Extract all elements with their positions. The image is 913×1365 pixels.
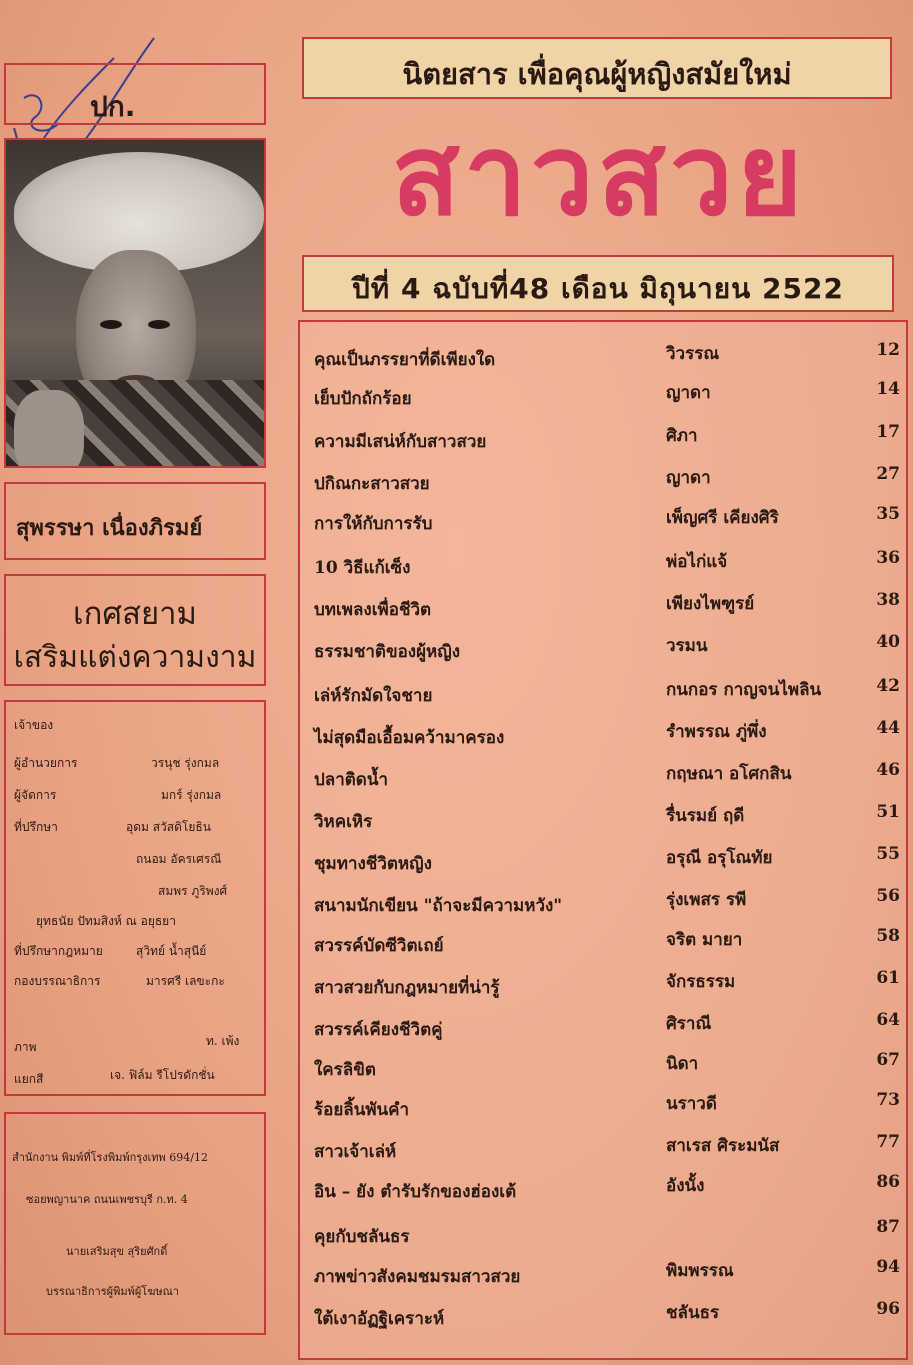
cover-label: ปก. bbox=[90, 90, 136, 123]
toc-page-number: 44 bbox=[876, 718, 900, 738]
staff-name: ยุทธนัย ปัทมสิงห์ ณ อยุธยา bbox=[36, 914, 176, 928]
staff-role: ผู้อำนวยการ bbox=[14, 756, 78, 770]
toc-row bbox=[300, 926, 906, 968]
staff-name: มารศรี เลขะกะ bbox=[146, 974, 225, 988]
toc-row bbox=[300, 422, 906, 464]
toc-row bbox=[300, 844, 906, 886]
toc-page-number: 86 bbox=[876, 1172, 900, 1192]
toc-row bbox=[300, 1090, 906, 1132]
toc-page-number: 58 bbox=[876, 926, 900, 946]
toc-page-number: 17 bbox=[876, 422, 900, 442]
toc-author: จักรธรรม bbox=[666, 972, 736, 992]
eye-shape bbox=[148, 320, 170, 329]
toc-page-number: 94 bbox=[876, 1257, 900, 1277]
toc-author: กฤษณา อโศกสิน bbox=[666, 764, 792, 784]
toc-row bbox=[300, 802, 906, 844]
staff-role: ภาพ bbox=[14, 1040, 37, 1054]
staff-role: เจ้าของ bbox=[14, 718, 54, 732]
eye-shape bbox=[100, 320, 122, 329]
toc-page-number: 73 bbox=[876, 1090, 900, 1110]
hand-shape bbox=[14, 390, 84, 468]
staff-name: เจ. ฟิล์ม รีโปรดักชั่น bbox=[110, 1068, 215, 1082]
toc-title: ใต้เงาอัฏฐิเคราะห์ bbox=[314, 1309, 445, 1329]
toc-page-number: 36 bbox=[876, 548, 900, 568]
toc-page-number: 61 bbox=[876, 968, 900, 988]
toc-page-number: 46 bbox=[876, 760, 900, 780]
toc-title: ร้อยลิ้นพันคำ bbox=[314, 1100, 410, 1120]
toc-row bbox=[300, 968, 906, 1010]
toc-row bbox=[300, 379, 906, 421]
toc-author: เพ็ญศรี เคียงศิริ bbox=[666, 508, 779, 528]
toc-page-number: 35 bbox=[876, 504, 900, 524]
issue-info: ปีที่ 4 ฉบับที่48 เดือน มิถุนายน 2522 bbox=[352, 272, 844, 305]
toc-author: วิวรรณ bbox=[666, 344, 720, 364]
publisher-info bbox=[4, 1112, 266, 1335]
toc-row bbox=[300, 1010, 906, 1052]
toc-title: ไม่สุดมือเอื้อมคว้ามาครอง bbox=[314, 728, 505, 748]
toc-author: พิมพรรณ bbox=[666, 1261, 734, 1281]
publisher-line-2: ซอยพญานาค ถนนเพชรบุรี ก.ท. 4 bbox=[26, 1193, 188, 1206]
toc-page-number: 40 bbox=[876, 632, 900, 652]
toc-author: นราวดี bbox=[666, 1094, 717, 1114]
tagline: นิตยสาร เพื่อคุณผู้หญิงสมัยใหม่ bbox=[402, 57, 792, 91]
toc-title: บทเพลงเพื่อชีวิต bbox=[314, 600, 432, 620]
toc-title: ชุมทางชีวิตหญิง bbox=[314, 854, 432, 874]
toc-title: ปลาติดน้ำ bbox=[314, 770, 389, 790]
ad-line-2: เสริมแต่งความงาม bbox=[13, 640, 257, 675]
toc-page-number: 96 bbox=[876, 1299, 900, 1319]
publisher-line-3: นายเสริมสุข สุริยศักดิ์ bbox=[66, 1245, 168, 1258]
staff-role: ที่ปรึกษา bbox=[14, 820, 58, 834]
ad-box bbox=[4, 574, 266, 686]
staff-credits bbox=[4, 700, 266, 1096]
staff-name: สุวิทย์ น้ำสุนีย์ bbox=[136, 944, 207, 958]
toc-author: รุ่งเพสร รพี bbox=[666, 890, 747, 910]
issue-box bbox=[302, 255, 894, 312]
staff-name: ท. เพ้ง bbox=[206, 1034, 240, 1048]
toc-author: ชลันธร bbox=[666, 1303, 720, 1323]
toc-author: นิดา bbox=[666, 1054, 699, 1074]
toc-author: ศิภา bbox=[666, 426, 698, 446]
toc-row bbox=[300, 676, 906, 718]
magazine-title: สาวสวย bbox=[391, 110, 807, 241]
toc-title: เย็บปักถักร้อย bbox=[314, 389, 412, 409]
toc-title: คุณเป็นภรรยาที่ดีเพียงใด bbox=[314, 350, 496, 370]
toc-row bbox=[300, 548, 906, 590]
toc-title: ปกิณกะสาวสวย bbox=[314, 474, 430, 494]
toc-title: ความมีเสน่ห์กับสาวสวย bbox=[314, 432, 487, 452]
toc-row bbox=[300, 1257, 906, 1299]
staff-role: กองบรรณาธิการ bbox=[14, 974, 101, 988]
staff-name: สมพร ภูริพงศ์ bbox=[158, 884, 228, 898]
toc-title: ธรรมชาติของผู้หญิง bbox=[314, 642, 461, 662]
toc-page-number: 51 bbox=[876, 802, 900, 822]
toc-title: เล่ห์รักมัดใจชาย bbox=[314, 686, 433, 706]
toc-page-number: 27 bbox=[876, 464, 900, 484]
staff-name: มกร์ รุ่งกมล bbox=[161, 788, 222, 802]
toc-row bbox=[300, 1217, 906, 1259]
toc-title: อิน – ยัง ตำรับรักของฮ่องเต้ bbox=[314, 1182, 517, 1202]
toc-page-number: 55 bbox=[876, 844, 900, 864]
toc-author: จริต มายา bbox=[666, 930, 743, 950]
toc-row bbox=[300, 504, 906, 546]
toc-row bbox=[300, 340, 906, 382]
toc-author: สาเรส ศิระมนัส bbox=[666, 1136, 780, 1156]
toc-title: ใครลิขิต bbox=[314, 1060, 376, 1080]
toc-author: พ่อไก่แจ้ bbox=[666, 552, 728, 572]
toc-author: กนกอร กาญจนไพลิน bbox=[666, 680, 822, 700]
staff-name: วรนุช รุ่งกมล bbox=[151, 756, 220, 770]
toc-title: สาวเจ้าเล่ห์ bbox=[314, 1142, 397, 1162]
toc-row bbox=[300, 464, 906, 506]
toc-title: ภาพข่าวสังคมชมรมสาวสวย bbox=[314, 1267, 521, 1287]
toc-author: อรุณี อรุโณทัย bbox=[666, 848, 773, 868]
toc-page-number: 56 bbox=[876, 886, 900, 906]
toc-row bbox=[300, 1299, 906, 1341]
toc-title: คุยกับชลันธร bbox=[314, 1227, 410, 1247]
publisher-line-1: สำนักงาน พิมพ์ที่โรงพิมพ์กรุงเทพ 694/12 bbox=[12, 1151, 208, 1164]
toc-author: ศิราณี bbox=[666, 1014, 712, 1034]
table-of-contents bbox=[298, 320, 908, 1360]
toc-page-number: 67 bbox=[876, 1050, 900, 1070]
toc-author: รำพรรณ ภู่พึ่ง bbox=[666, 722, 767, 742]
toc-row bbox=[300, 1172, 906, 1214]
toc-author: ญาดา bbox=[666, 468, 711, 488]
toc-author: รื่นรมย์ ฤดี bbox=[666, 806, 745, 826]
toc-author: อังนั้ง bbox=[666, 1176, 705, 1196]
toc-author: เพียงไพฑูรย์ bbox=[666, 594, 755, 614]
toc-title: สาวสวยกับกฎหมายที่น่ารู้ bbox=[314, 978, 500, 998]
cover-model-box bbox=[4, 482, 266, 560]
staff-name: ถนอม อัครเศรณี bbox=[136, 852, 222, 866]
toc-page-number: 38 bbox=[876, 590, 900, 610]
toc-row bbox=[300, 718, 906, 760]
toc-row bbox=[300, 886, 906, 928]
toc-page-number: 77 bbox=[876, 1132, 900, 1152]
tagline-box bbox=[302, 37, 892, 99]
publisher-line-4: บรรณาธิการผู้พิมพ์ผู้โฆษณา bbox=[46, 1285, 179, 1298]
staff-name: อุดม สวัสดิโยธิน bbox=[126, 820, 211, 834]
toc-row bbox=[300, 760, 906, 802]
staff-role: ที่ปรึกษากฎหมาย bbox=[14, 944, 103, 958]
toc-page-number: 14 bbox=[876, 379, 900, 399]
toc-title: สวรรค์บัดซีวิตเถย์ bbox=[314, 936, 444, 956]
toc-row bbox=[300, 1132, 906, 1174]
toc-title: วิหคเหิร bbox=[314, 812, 373, 832]
toc-row bbox=[300, 632, 906, 674]
toc-title: 10 วิธีแก้เซ็ง bbox=[314, 558, 411, 578]
staff-role: ผู้จัดการ bbox=[14, 788, 57, 802]
toc-title: สนามนักเขียน "ถ้าจะมีความหวัง" bbox=[314, 896, 563, 916]
staff-role: แยกสี bbox=[14, 1072, 44, 1086]
toc-page-number: 64 bbox=[876, 1010, 900, 1030]
toc-title: การให้กับการรับ bbox=[314, 514, 433, 534]
toc-author: ญาดา bbox=[666, 383, 711, 403]
toc-page-number: 12 bbox=[876, 340, 900, 360]
toc-row bbox=[300, 1050, 906, 1092]
toc-page-number: 42 bbox=[876, 676, 900, 696]
cover-photo bbox=[4, 138, 266, 468]
cover-label-box bbox=[4, 63, 266, 125]
cover-model-name: สุพรรษา เนื่องภิรมย์ bbox=[16, 516, 203, 541]
toc-author: วรมน bbox=[666, 636, 708, 656]
toc-row bbox=[300, 590, 906, 632]
toc-page-number: 87 bbox=[876, 1217, 900, 1237]
toc-title: สวรรค์เคียงชีวิตคู่ bbox=[314, 1020, 443, 1040]
ad-line-1: เกศสยาม bbox=[73, 596, 197, 632]
